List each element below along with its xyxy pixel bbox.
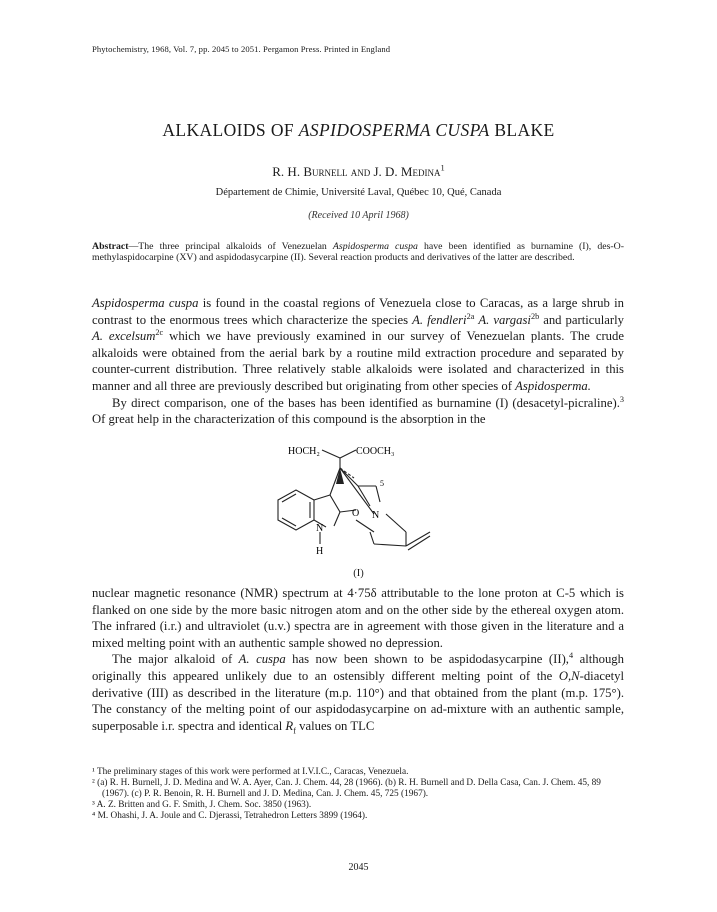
paragraph-4: The major alkaloid of A. cuspa has now been shown to be aspidodasycarpine (II),$^4$ although originally this appeared unlikely due to an ostensibly different melting point of the O,N-diacetyl derivative (III) as described in the literature (m.p. 110°) and that obtained from the plant (m.p. 175°). The constancy of the melting point of our aspidodasycarpine on ad-mixture with an authentic sample, superposable i.r. spectra and identical $R_f$ values on TLC	[92, 651, 624, 736]
page-number: 2045	[348, 862, 369, 873]
body-text-upper	[92, 295, 624, 428]
position-5-label: 5	[380, 479, 384, 488]
compound-number: (I)	[353, 568, 364, 579]
footnote-4: ⁴ M. Ohashi, J. A. Joule and C. Djerassi, Tetrahedron Letters 3899 (1964).	[92, 811, 368, 822]
article-title: ALKALOIDS OF ASPIDOSPERMA CUSPA BLAKE	[162, 120, 555, 140]
hoch2-label: HOCH₂	[288, 446, 320, 457]
running-header: Phytochemistry, 1968, Vol. 7, pp. 2045 to 2051. Pergamon Press. Printed in England	[92, 44, 391, 54]
footnotes	[92, 767, 624, 822]
footnote-3: ³ A. Z. Britten and G. F. Smith, J. Chem. Soc. 3850 (1963).	[92, 800, 312, 811]
chemical-structure-figure	[258, 440, 458, 580]
benzene-ring	[278, 490, 314, 530]
burnamine-structure	[258, 440, 458, 580]
received-date: (Received 10 April 1968)	[308, 210, 409, 221]
authors: R. H. Burnell and J. D. Medina$^1$	[272, 162, 445, 179]
nitrogen-b-label: N	[372, 510, 380, 521]
affiliation: Département de Chimie, Université Laval, Québec 10, Qué, Canada	[215, 187, 502, 198]
hydrogen-label: H	[316, 546, 324, 557]
paragraph-2: By direct comparison, one of the bases has been identified as burnamine (I) (desacetyl-picraline).$^3$ Of great help in the characterization of this compound is the absorption in the	[92, 394, 624, 427]
paragraph-1: Aspidosperma cuspa is found in the coastal regions of Venezuela close to Caracas, as a large shrub in contrast to the enormous trees which characterize the species A. fendleri$^{2a}$ A. vargasi$^{2b}$ and particularly A. excelsum$^{2c}$ which we have previously examined in our survey of Venezuelan plants. The crude alkaloids were obtained from the aerial bark by a routine mild extraction procedure and separated by counter-current distribution. Three relatively stable alkaloids were isolated and characterized in this manner and all three are previously described but originating from other species of Aspidosperma.	[92, 296, 625, 393]
body-text-lower	[92, 585, 624, 740]
footnote-2: ² (a) R. H. Burnell, J. D. Medina and W. A. Ayer, Can. J. Chem. 44, 28 (1966). (b) R. H. Burnell and D. Della Casa, Can. J. Chem. 45, 89 (1967). (c) P. R. Benoin, R. H. Burnell and J. D. Medina, Can. J. Chem. 45, 725 (1967).	[92, 778, 601, 800]
paragraph-3: nuclear magnetic resonance (NMR) spectrum at 4·75δ attributable to the lone proton at C-5 which is flanked on one side by the more basic nitrogen atom and on the other side by the ethereal oxygen atom. The infrared (i.r.) and ultraviolet (u.v.) spectra are in agreement with those given in the literature and a mixed melting point with an authentic sample showed no depression.	[92, 586, 624, 650]
abstract: Abstract—The three principal alkaloids of Venezuelan Aspidosperma cuspa have been identified as burnamine (I), des-O-methylaspidocarpine (XV) and aspidodasycarpine (II). Several reaction products and derivatives of the latter are described.	[92, 241, 624, 264]
nitrogen-a-label: N	[316, 523, 324, 534]
cooch3-label: COOCH₃	[356, 446, 395, 457]
footnote-1: ¹ The preliminary stages of this work were performed at I.V.I.C., Caracas, Venezuela.	[92, 767, 409, 777]
oxygen-label: O	[352, 508, 360, 519]
